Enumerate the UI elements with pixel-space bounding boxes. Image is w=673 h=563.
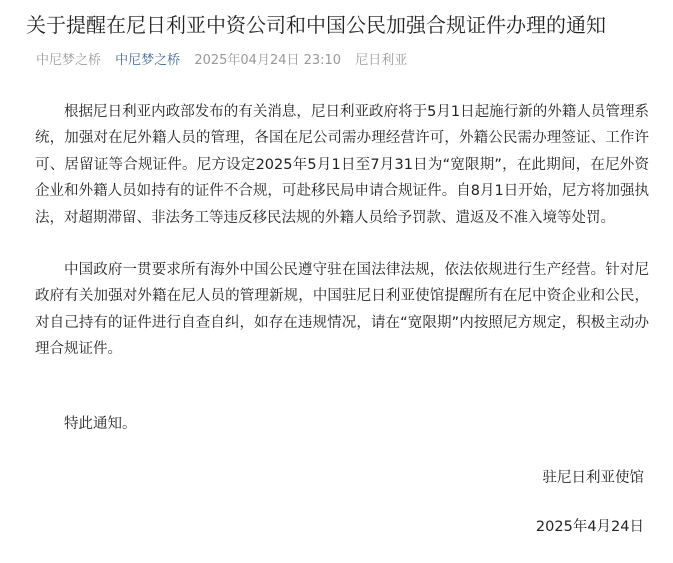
signature-organization: 驻尼日利亚使馆 [542,470,644,486]
article-source: 中尼梦之桥 [36,53,102,68]
closing-notice: 特此通知。 [64,416,137,432]
article-paragraph-1: 根据尼日利亚内政部发布的有关消息，尼日利亚政府将于5月1日起施行新的外籍人员管理系统，加强对在尼外籍人员的管理，各国在尼公司需办理经营许可，外籍公民需办理签证、工作许可、居留证等合规证件。尼方设定2025年5月1日至7月31日为“宽限期”，在此期间，在尼外资企业和外籍人员如持有的证件不合规，可赴移民局申请合规证件。自8月1日开始，尼方将加强执法，对超期滞留、非法务工等违反移民法规的外籍人员给予罚款、遣返及不准入境等处罚。 [35,104,649,226]
article-title: 关于提醒在尼日利亚中资公司和中国公民加强合规证件办理的通知 [26,13,606,37]
article-paragraph-2: 中国政府一贯要求所有海外中国公民遵守驻在国法律法规，依法依规进行生产经营。针对尼政府有关加强对外籍在尼人员的管理新规，中国驻尼日利亚使馆提醒所有在尼中资企业和公民，对自己持有的证件进行自查自纠，如存在违规情况，请在“宽限期”内按照尼方规定，积极主动办理合规证件。 [35,262,649,358]
publish-location: 尼日利亚 [355,53,408,68]
article-body [35,99,649,363]
publish-datetime: 2025年04月24日 23:10 [194,53,342,68]
author-link[interactable]: 中尼梦之桥 [115,53,181,68]
signature-date: 2025年4月24日 [535,519,644,535]
article-meta [36,52,417,70]
